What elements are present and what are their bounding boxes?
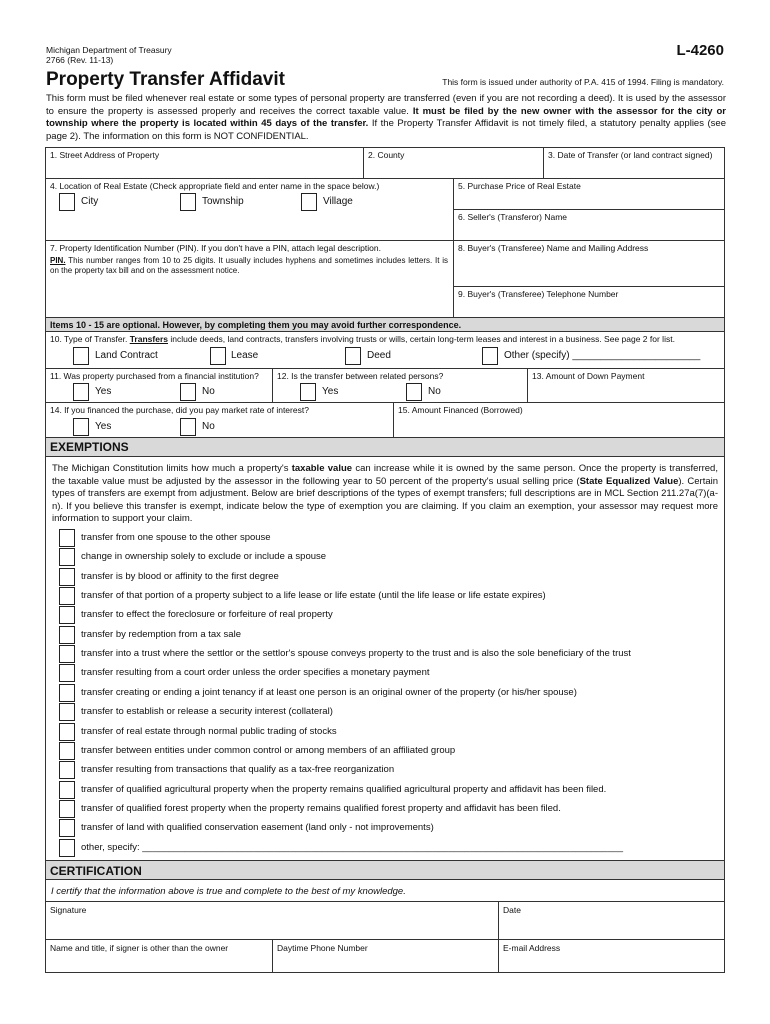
buyer-name-label: 8. Buyer's (Transferee) Name and Mailing Address [458,243,649,253]
related-persons-no-checkbox[interactable] [406,383,422,401]
exemption-label: transfer of that portion of a property subject to a life lease or life estate (until the life lease or life estate expires) [81,590,546,602]
seller-name-label: 6. Seller's (Transferor) Name [458,212,568,222]
exemption-checkbox[interactable] [59,781,75,799]
exemption-label: transfer resulting from a court order unless the order specifies a monetary payment [81,667,430,679]
exemption-item [59,819,724,838]
exemption-label: transfer of land with qualified conservation easement (land only - not improvements) [81,822,434,834]
village-label: Village [323,196,353,207]
exemptions-text-2: can increase while it is owned by the same person. Once the property is transferred, the taxable value must be adjusted by the assessor in the following year to 50 percent of the property's usual selling price ( [52,463,718,487]
exemption-label: transfer between entities under common control or among members of an affiliated group [81,744,456,756]
related-persons-yes-checkbox[interactable] [300,383,316,401]
intro-bold: It must be filed by the new owner with the assessor for the city or township where the property is located within 45 days of the transfer. [46,105,726,129]
date-of-transfer-label: 3. Date of Transfer (or land contract signed) [548,150,713,160]
transfer-type-label [50,334,675,344]
city-label: City [81,196,99,207]
exemption-checkbox[interactable] [59,742,75,760]
deed-label: Deed [367,350,391,361]
financial-institution-label: 11. Was property purchased from a financial institution? [50,371,259,381]
exemption-checkbox[interactable] [59,664,75,682]
exemption-checkbox[interactable] [59,587,75,605]
form-title: Property Transfer Affidavit [46,69,285,90]
exemption-label: transfer of qualified forest property when the property remains qualified forest property and affidavit has been filed. [81,802,561,814]
exemption-checkbox[interactable] [59,606,75,624]
exemption-checkbox[interactable] [59,568,75,586]
exemptions-heading: EXEMPTIONS [50,440,129,454]
related-persons-no-label: No [428,386,441,397]
related-persons-yes-label: Yes [322,386,339,397]
exemption-item [59,800,724,819]
date-field[interactable] [498,901,725,940]
financial-institution-no-label: No [202,386,215,397]
pin-help-bold: PIN. [50,256,66,265]
amount-financed-label: 15. Amount Financed (Borrowed) [398,405,523,415]
exemption-item [59,761,724,780]
city-checkbox[interactable] [59,193,75,211]
exemption-label: transfer into a trust where the settlor or the settlor's spouse conveys property to the trust and is also the sole beneficiary of the trust [81,648,631,660]
exemption-label: transfer to establish or release a security interest (collateral) [81,706,333,718]
exemption-label: other, specify: ___________________________________________________________________________________________ [81,841,624,853]
exemption-label: transfer by redemption from a tax sale [81,628,241,640]
exemption-item [59,664,724,683]
exemptions-text-1: The Michigan Constitution limits how much a property's [52,463,292,474]
township-label: Township [202,196,244,207]
exemption-label: transfer creating or ending a joint tenancy if at least one person is an original owner of the property (or his/her spouse) [81,686,577,698]
exemptions-bold-1: taxable value [291,463,353,474]
buyer-phone-label: 9. Buyer's (Transferee) Telephone Number [458,289,619,299]
exemption-item [59,703,724,722]
exemptions-text-3: ). Certain types of transfers are exempt from adjustment. Below are brief descriptions of the types of exempt transfers; full descriptions are in MCL Section 211.27a(7)(a-n). If you believe this transfer is exempt, indicate below the type of exemption you are claiming. If you claim an exemption, your assessor may request more information to support your claim. [52,475,719,524]
form-revision: 2766 (Rev. 11-13) [46,55,114,65]
signature-field[interactable] [45,901,499,940]
exemption-label: transfer from one spouse to the other spouse [81,532,271,543]
pin-help-text: This number ranges from 10 to 25 digits. It usually includes hyphens and sometimes includes letters. It is on the property tax bill and on the assessment notice. [50,256,448,275]
pin-help [50,256,448,276]
certification-header-bar [45,860,725,880]
name-title-label: Name and title, if signer is other than the owner [50,943,229,953]
financial-institution-no-checkbox[interactable] [180,383,196,401]
street-address-label: 1. Street Address of Property [50,150,160,160]
lease-label: Lease [231,350,259,361]
purchase-price-label: 5. Purchase Price of Real Estate [458,181,581,191]
exemption-item [59,645,724,664]
exemption-checkbox[interactable] [59,723,75,741]
intro-paragraph [46,93,726,143]
exemption-checkbox[interactable] [59,529,75,547]
agency-header [46,45,172,65]
market-rate-label: 14. If you financed the purchase, did you pay market rate of interest? [50,405,309,415]
exemption-label: change in ownership solely to exclude or include a spouse [81,551,327,563]
market-rate-yes-checkbox[interactable] [73,418,89,436]
authority-note: This form is issued under authority of P.A. 415 of 1994. Filing is mandatory. [442,77,724,87]
exemption-item [59,742,724,761]
optional-banner-text: Items 10 - 15 are optional. However, by completing them you may avoid further correspondence. [50,320,462,330]
exemption-checkbox[interactable] [59,548,75,566]
intro-text-2: If the Property Transfer Affidavit is not timely filed, a statutory penalty applies (see page 2). The information on this form is NOT CONFIDENTIAL. [46,118,726,142]
exemptions-header-bar [45,437,725,457]
daytime-phone-label: Daytime Phone Number [277,943,368,953]
market-rate-no-label: No [202,421,215,432]
exemption-checkbox[interactable] [59,645,75,663]
exemption-checkbox[interactable] [59,761,75,779]
exemption-item [59,839,724,858]
exemption-item [59,781,724,800]
down-payment-label: 13. Amount of Down Payment [532,371,645,381]
village-checkbox[interactable] [301,193,317,211]
exemption-item [59,529,724,548]
exemptions-bold-2: State Equalized Value [579,475,679,487]
exemption-label: transfer of real estate through normal public trading of stocks [81,725,337,737]
exemption-item [59,684,724,703]
certification-heading: CERTIFICATION [50,864,142,878]
date-label: Date [503,905,521,915]
exemption-label: transfer of qualified agricultural property when the property remains qualified agricultural property and affidavit has been filed. [81,783,607,795]
financial-institution-yes-label: Yes [95,386,112,397]
exemption-label: transfer to effect the foreclosure or forfeiture of real property [81,609,333,621]
exemption-checkbox[interactable] [59,800,75,818]
transfer-type-bold: Transfers [129,334,168,344]
exemption-item [59,723,724,742]
exemption-item [59,626,724,645]
exemption-item [59,548,724,567]
land-contract-label: Land Contract [95,350,158,361]
financial-institution-yes-checkbox[interactable] [73,383,89,401]
market-rate-no-checkbox[interactable] [180,418,196,436]
exemption-checkbox[interactable] [59,703,75,721]
exemption-checkbox[interactable] [59,626,75,644]
land-contract-checkbox[interactable] [73,347,89,365]
signature-label: Signature [50,905,87,915]
township-checkbox[interactable] [180,193,196,211]
exemption-checkbox[interactable] [59,839,75,857]
exemption-label: transfer resulting from transactions that qualify as a tax-free reorganization [81,764,395,776]
certification-statement: I certify that the information above is true and complete to the best of my knowledge. [51,886,406,897]
exemption-item [59,568,724,587]
pin-label: 7. Property Identification Number (PIN). If you don't have a PIN, attach legal description. [50,243,381,253]
county-label: 2. County [368,150,405,160]
intro-text: This form must be filed whenever real estate or some types of personal property are transferred (even if you are not recording a deed). It is used by the assessor to ensure the property is assessed properly and receives the correct taxable value. [46,93,726,117]
exemption-label: transfer is by blood or affinity to the first degree [81,570,279,582]
email-label: E-mail Address [503,943,561,953]
form-number: L-4260 [676,42,724,59]
exemptions-paragraph [52,463,718,526]
other-transfer-label: Other (specify) _______________________ [504,350,701,361]
related-persons-label: 12. Is the transfer between related persons? [277,371,444,381]
agency-name: Michigan Department of Treasury [46,45,172,55]
market-rate-yes-label: Yes [95,421,112,432]
location-label: 4. Location of Real Estate (Check appropriate field and enter name in the space below.) [50,181,380,191]
transfer-type-text-2: include deeds, land contracts, transfers involving trusts or wills, certain long-term leases and interest in a business. See page 2 for list. [167,334,675,344]
deed-checkbox[interactable] [345,347,361,365]
exemption-item [59,606,724,625]
other-transfer-checkbox[interactable] [482,347,498,365]
lease-checkbox[interactable] [210,347,226,365]
exemption-item [59,587,724,606]
exemption-checkbox[interactable] [59,819,75,837]
exemption-checkbox[interactable] [59,684,75,702]
transfer-type-text: 10. Type of Transfer. [50,334,130,344]
